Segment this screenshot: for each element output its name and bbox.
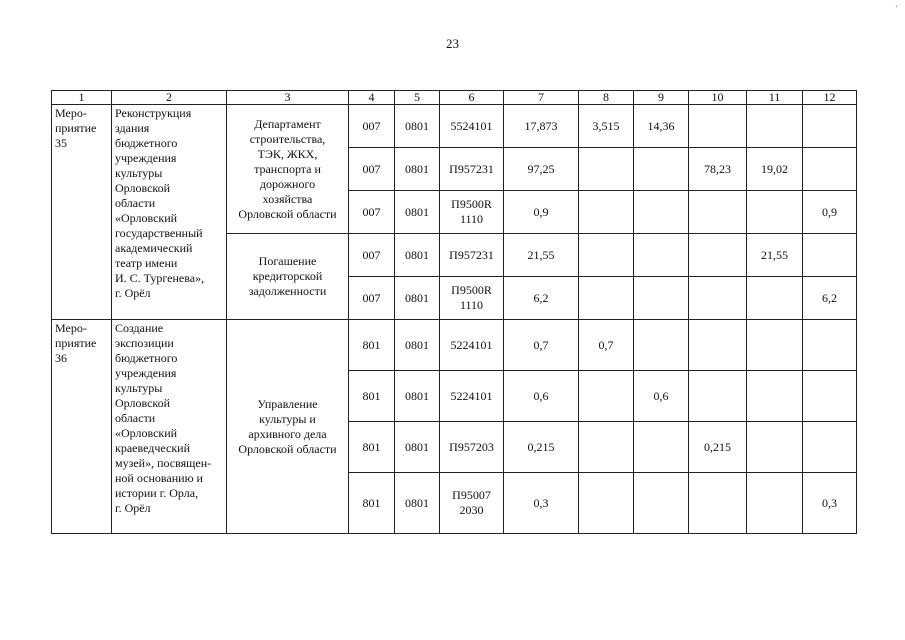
cell-col11: 21,55	[747, 234, 803, 277]
page-number: 23	[446, 36, 459, 51]
cell-col8	[579, 148, 634, 191]
event-number: Меро- приятие 36	[52, 320, 112, 534]
cell-col12	[803, 422, 857, 473]
cell-section-code: 0801	[395, 234, 440, 277]
department: Погашение кредиторской задолженности	[227, 234, 349, 320]
cell-ministry-code: 801	[349, 320, 395, 371]
table-row	[52, 320, 857, 371]
cell-total: 17,873	[504, 105, 579, 148]
cell-col11	[747, 277, 803, 320]
cell-total: 97,25	[504, 148, 579, 191]
cell-col11	[747, 473, 803, 534]
table-row	[52, 105, 857, 148]
department: Управление культуры и архивного дела Орловской области	[227, 320, 349, 534]
column-header: 1	[52, 91, 112, 105]
cell-col10	[689, 320, 747, 371]
budget-table	[51, 90, 857, 534]
cell-section-code: 0801	[395, 105, 440, 148]
cell-col9	[634, 148, 689, 191]
cell-col8	[579, 191, 634, 234]
cell-target-code: П95007 2030	[440, 473, 504, 534]
cell-col8	[579, 277, 634, 320]
cell-total: 0,9	[504, 191, 579, 234]
department: Департамент строительства, ТЭК, ЖКХ, транспорта и дорожного хозяйства Орловской области	[227, 105, 349, 234]
cell-col10	[689, 234, 747, 277]
column-header: 4	[349, 91, 395, 105]
cell-col10	[689, 277, 747, 320]
column-header: 5	[395, 91, 440, 105]
column-header: 2	[112, 91, 227, 105]
cell-col9	[634, 473, 689, 534]
cell-col10	[689, 191, 747, 234]
cell-col11	[747, 105, 803, 148]
column-header: 10	[689, 91, 747, 105]
column-header: 3	[227, 91, 349, 105]
cell-target-code: 5224101	[440, 320, 504, 371]
cell-target-code: П9500R 1110	[440, 277, 504, 320]
cell-col10	[689, 371, 747, 422]
cell-col9: 14,36	[634, 105, 689, 148]
column-header: 11	[747, 91, 803, 105]
cell-col9	[634, 320, 689, 371]
corner-mark: '	[895, 4, 897, 13]
cell-col9	[634, 191, 689, 234]
cell-section-code: 0801	[395, 320, 440, 371]
cell-col10	[689, 473, 747, 534]
cell-col8	[579, 422, 634, 473]
cell-col11	[747, 191, 803, 234]
cell-col8: 3,515	[579, 105, 634, 148]
cell-target-code: П957203	[440, 422, 504, 473]
cell-col9	[634, 277, 689, 320]
cell-section-code: 0801	[395, 473, 440, 534]
event-number: Меро- приятие 35	[52, 105, 112, 320]
cell-ministry-code: 801	[349, 422, 395, 473]
cell-col10	[689, 105, 747, 148]
cell-target-code: 5524101	[440, 105, 504, 148]
cell-total: 6,2	[504, 277, 579, 320]
cell-col12	[803, 105, 857, 148]
event-description: Создание экспозиции бюджетного учреждения культуры Орловской области «Орловский краеведческий музей», посвящен- ной основанию и истории г. Орла, г. Орёл	[112, 320, 227, 534]
cell-col8	[579, 473, 634, 534]
cell-col11: 19,02	[747, 148, 803, 191]
cell-col12	[803, 148, 857, 191]
cell-ministry-code: 007	[349, 277, 395, 320]
cell-col8	[579, 234, 634, 277]
cell-ministry-code: 007	[349, 191, 395, 234]
cell-section-code: 0801	[395, 371, 440, 422]
event-description: Реконструкция здания бюджетного учреждения культуры Орловской области «Орловский государственный академический театр имени И. С. Тургенева», г. Орёл	[112, 105, 227, 320]
cell-section-code: 0801	[395, 277, 440, 320]
cell-col11	[747, 422, 803, 473]
column-header: 9	[634, 91, 689, 105]
cell-total: 0,6	[504, 371, 579, 422]
cell-section-code: 0801	[395, 422, 440, 473]
cell-col8	[579, 371, 634, 422]
cell-col12: 0,3	[803, 473, 857, 534]
cell-col8: 0,7	[579, 320, 634, 371]
cell-col9	[634, 422, 689, 473]
cell-col10: 78,23	[689, 148, 747, 191]
cell-col12	[803, 320, 857, 371]
cell-col11	[747, 371, 803, 422]
cell-ministry-code: 007	[349, 234, 395, 277]
header-row	[52, 91, 857, 105]
cell-col10: 0,215	[689, 422, 747, 473]
cell-target-code: 5224101	[440, 371, 504, 422]
cell-target-code: П9500R 1110	[440, 191, 504, 234]
cell-total: 0,215	[504, 422, 579, 473]
cell-ministry-code: 801	[349, 473, 395, 534]
cell-col11	[747, 320, 803, 371]
cell-col12	[803, 371, 857, 422]
cell-section-code: 0801	[395, 191, 440, 234]
column-header: 12	[803, 91, 857, 105]
cell-ministry-code: 007	[349, 105, 395, 148]
cell-ministry-code: 007	[349, 148, 395, 191]
cell-ministry-code: 801	[349, 371, 395, 422]
cell-target-code: П957231	[440, 234, 504, 277]
cell-total: 21,55	[504, 234, 579, 277]
column-header: 8	[579, 91, 634, 105]
cell-col12	[803, 234, 857, 277]
cell-col9: 0,6	[634, 371, 689, 422]
cell-total: 0,7	[504, 320, 579, 371]
cell-col9	[634, 234, 689, 277]
cell-col12: 6,2	[803, 277, 857, 320]
column-header: 7	[504, 91, 579, 105]
cell-target-code: П957231	[440, 148, 504, 191]
cell-total: 0,3	[504, 473, 579, 534]
cell-section-code: 0801	[395, 148, 440, 191]
column-header: 6	[440, 91, 504, 105]
cell-col12: 0,9	[803, 191, 857, 234]
